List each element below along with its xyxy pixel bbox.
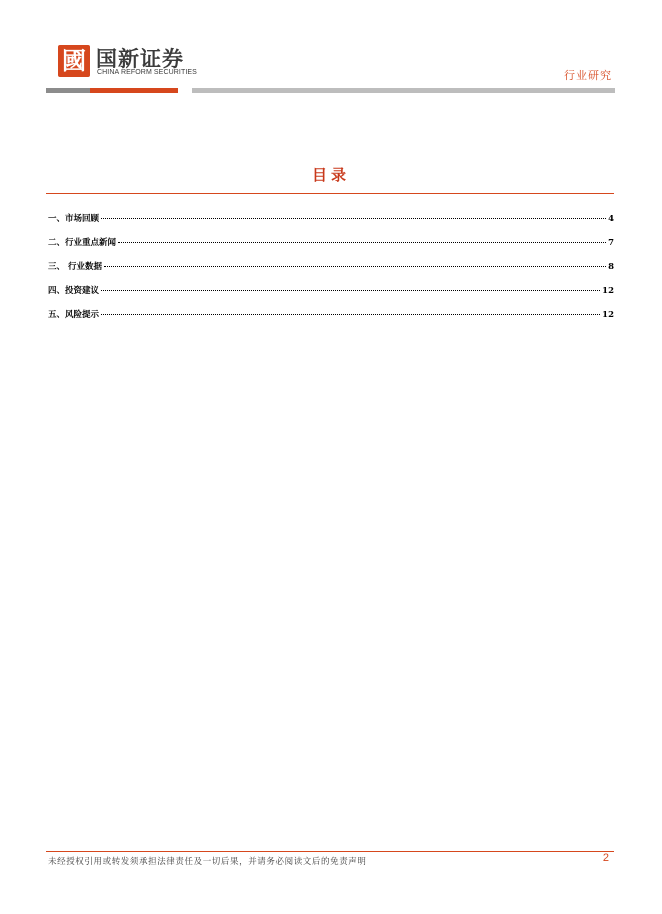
toc-entry-label: 二、行业重点新闻 [48,238,117,248]
toc-entry-page: 4 [608,214,614,224]
toc-divider [46,193,614,194]
toc-entry-industry-data[interactable] [48,260,614,284]
toc-dot-leader [101,218,606,219]
toc-dot-leader [118,242,606,243]
toc-dot-leader [101,314,600,315]
toc-entry-label: 四、投资建议 [48,286,100,296]
toc-entry-page: 7 [608,238,614,248]
toc-entry-page: 12 [602,286,614,296]
toc-title: 目录 [311,166,350,184]
toc-entry-page: 12 [602,310,614,320]
company-name-cn: 国新证券 [96,47,184,71]
header-bar-light-gray [192,88,615,93]
toc-entry-market-review[interactable] [48,212,614,236]
toc-list [48,212,614,332]
toc-entry-label: 三、 行业数据 [48,262,102,272]
toc-dot-leader [104,266,606,267]
company-name-en: CHINA REFORM SECURITIES [97,69,197,76]
report-category-tag: 行业研究 [564,69,612,82]
toc-dot-leader [101,290,600,291]
toc-entry-label: 五、风险提示 [48,310,100,320]
toc-entry-investment-advice[interactable] [48,284,614,308]
toc-entry-label: 一、市场回顾 [48,214,100,224]
header-bar-dark-gray [46,88,90,93]
header-bar-orange [90,88,178,93]
toc-entry-page: 8 [608,262,614,272]
toc-entry-industry-news[interactable] [48,236,614,260]
page-number: 2 [602,852,609,864]
footer-disclaimer: 未经授权引用或转发须承担法律责任及一切后果，并请务必阅读文后的免责声明 [48,857,367,867]
footer-divider [46,851,614,852]
company-logo-icon: 國 [58,45,90,77]
toc-entry-risk-warning[interactable] [48,308,614,332]
